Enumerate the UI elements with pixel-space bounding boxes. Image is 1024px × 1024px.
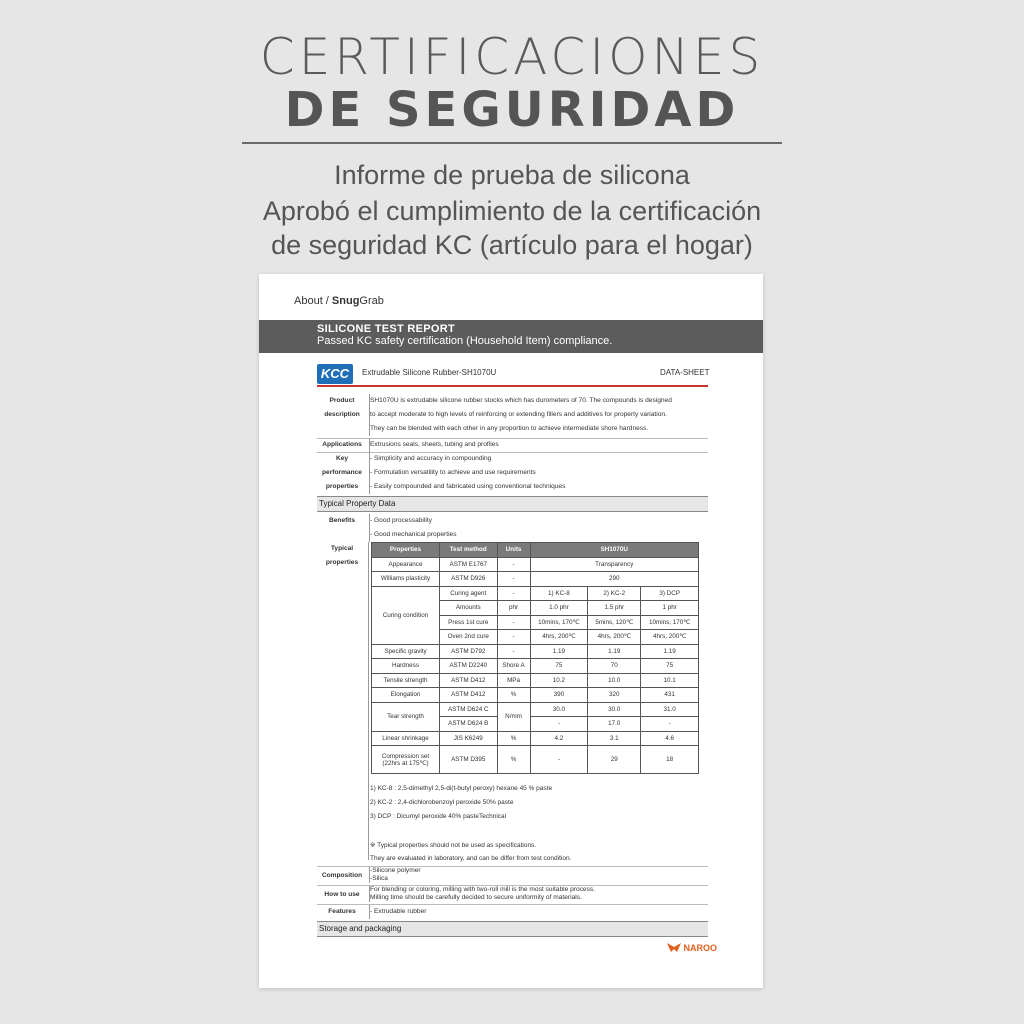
kcc-logo: KCC xyxy=(317,364,353,384)
subtitle-3: de seguridad KC (artículo para el hogar) xyxy=(271,230,753,260)
footnote-4: ※ Typical properties should not be used as specifications. xyxy=(370,842,537,849)
footnote-3: 3) DCP : Dicumyl peroxide 40% pasteTechnical xyxy=(370,813,507,820)
table-row: Amounts phr 1.0 phr 1.5 phr 1 phr xyxy=(372,601,699,616)
naroo-logo: NAROO xyxy=(667,943,717,953)
table-row: Specific gravity ASTM D792 - 1.19 1.19 1.19 xyxy=(372,644,699,659)
product-name: Extrudable Silicone Rubber-SH1070U xyxy=(362,368,497,377)
table-row: Curing condition Curing agent - 1) KC-8 2) KC-2 3) DCP xyxy=(372,586,699,601)
red-divider xyxy=(317,385,708,387)
breadcrumb: About / SnugGrab xyxy=(294,295,384,307)
table-row: Linear shrinkage JIS K6249 % 4.2 3.1 4.6 xyxy=(372,731,699,746)
report-banner xyxy=(259,320,763,353)
subtitle-2: Aprobó el cumplimiento de la certificación xyxy=(262,196,762,226)
key-properties-row: Key performance properties - Simplicity and accuracy in compounding - Formulation versatility to achieve and use requirements - Easily compounded and fabricated using conventional techniques xyxy=(317,452,708,494)
table-row: Elongation ASTM D412 % 390 320 431 xyxy=(372,688,699,703)
table-row: ASTM D624 B - 17.0 - xyxy=(372,717,699,732)
property-table: Properties Test method Units SH1070U Appearance ASTM E1767 - Transparency Williams plasticity ASTM D926 - 290 Curing condition Curing agent - 1) KC-8 2) KC-2 3) DCP Amounts phr 1.0 phr 1.5 phr 1 phr Press 1st cure - 10mins, 170℃ 5mins, 120℃ 10mins, 170℃ Oven 2nd cure - 4hrs, 200℃ 4hrs, 200℃ 4hrs, 200℃ Specific gravity ASTM D792 - 1.19 1.19 1.19 Hardness ASTM D2240 Shore A 75 70 75 Tensile strength ASTM D412 MPa 10.2 10.0 10.1 Elongation ASTM D412 % 390 320 431 Tear strength ASTM D624 C N/mm 30.0 30.0 31.0 ASTM D624 B - 17.0 - Linear shrinkage JIS K6249 % 4.2 3.1 4.6 Compression set (22hrs at 175℃) ASTM D395 % - 29 18 xyxy=(371,542,699,774)
banner-title: SILICONE TEST REPORT xyxy=(317,323,456,335)
table-row: Press 1st cure - 10mins, 170℃ 5mins, 120℃ 10mins, 170℃ xyxy=(372,615,699,630)
title-line-2: DE SEGURIDAD xyxy=(284,82,740,138)
table-row: Tear strength ASTM D624 C N/mm 30.0 30.0 31.0 xyxy=(372,702,699,717)
table-row: Compression set (22hrs at 175℃) ASTM D395 % - 29 18 xyxy=(372,746,699,774)
product-description-row: Product description SH1070U is extrudable silicone rubber stocks which has durometers of 70. The compounds is designed to accept moderate to high levels of reinforcing or extending fillers and additives for property variation. They can be blended with each other in any proportion to achieve intermediate shore hardness. xyxy=(317,394,708,438)
banner-subtitle: Passed KC safety certification (Household Item) compliance. xyxy=(317,335,613,347)
how-to-use-row: How to use For blending or coloring, milling with two-roll mill is the most suitable process. Milling time should be carefully decided to secure uniformity of materials. xyxy=(317,886,708,904)
subtitle-1: Informe de prueba de silicona xyxy=(334,160,690,190)
footnote-2: 2) KC-2 : 2,4-dichlorobenzoyl peroxide 50% paste xyxy=(370,799,514,806)
benefits-row: Benefits - Good processability - Good mechanical properties xyxy=(317,514,708,542)
typical-properties-label: Typical properties xyxy=(325,545,359,566)
table-row: Tensile strength ASTM D412 MPa 10.2 10.0 10.1 xyxy=(372,673,699,688)
typical-property-bar: Typical Property Data xyxy=(317,496,708,512)
datasheet-label: DATA-SHEET xyxy=(660,368,710,377)
naroo-bird-icon xyxy=(667,943,681,952)
composition-row: Composition -Silicone polymer -Silica xyxy=(317,867,708,885)
table-row: Williams plasticity ASTM D926 - 290 xyxy=(372,572,699,587)
storage-packaging-bar: Storage and packaging xyxy=(317,921,708,937)
title-line-1: CERTIFICACIONES xyxy=(259,28,765,86)
features-row: Features - Extrudable rubber xyxy=(317,905,708,919)
footnote-5: They are evaluated in laboratory, and can be differ from test condition. xyxy=(370,855,572,862)
applications-row: Applications Extrusions seals, sheets, tubing and profiles xyxy=(317,438,708,452)
table-row: Oven 2nd cure - 4hrs, 200℃ 4hrs, 200℃ 4hrs, 200℃ xyxy=(372,630,699,645)
footnote-1: 1) KC-8 : 2,5-dimethyl 2,5-di(t-butyl peroxy) hexane 45 % paste xyxy=(370,785,553,792)
title-divider xyxy=(242,142,782,144)
table-row: Appearance ASTM E1767 - Transparency xyxy=(372,557,699,572)
test-report-sheet xyxy=(259,274,763,988)
table-row: Hardness ASTM D2240 Shore A 75 70 75 xyxy=(372,659,699,674)
